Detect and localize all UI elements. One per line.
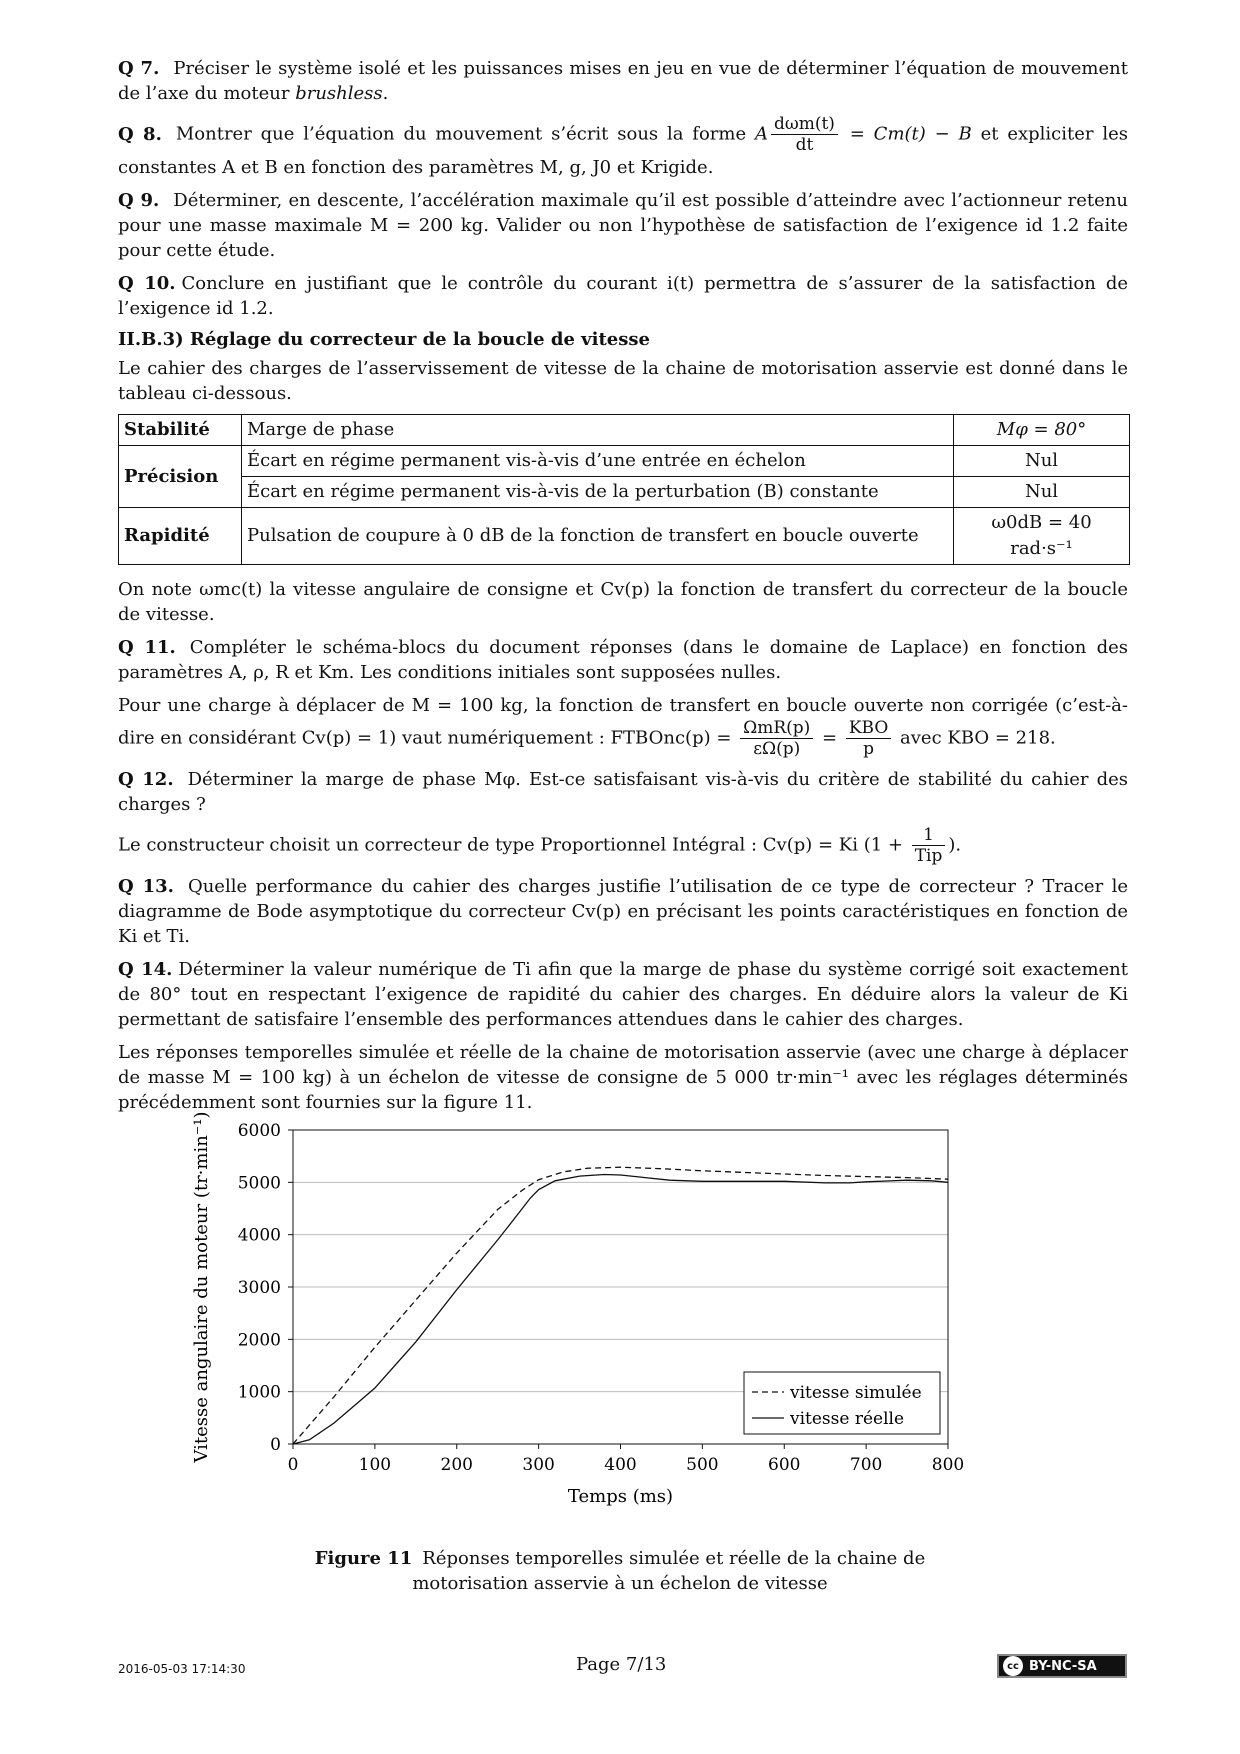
question-14: Q 14. Déterminer la valeur numérique de Ti afin que la marge de phase du système corrigé soit exactement de 80° tout en respectant l’exigence de rapidité du cahier des charges. En déduire alors la valeur de Ki permettant de satisfaire l’ensemble des performances attendues dans le cahier des charges. (118, 959, 1128, 1030)
x-tick-label: 400 (604, 1455, 637, 1475)
table-row: Précision Écart en régime permanent vis-à-vis d’une entrée en échelon Nul (119, 446, 1130, 477)
y-tick-label: 0 (270, 1435, 281, 1455)
x-tick-label: 100 (358, 1455, 392, 1475)
question-label: Q 10. (118, 273, 176, 294)
y-axis-label: Vitesse angulaire du moteur (tr·min⁻¹) (191, 1111, 212, 1463)
equation-fraction: $\frac{\text{dωm(t)}}{dt}$ (771, 114, 838, 155)
question-8: Q 8. Montrer que l’équation du mouvement s’écrit sous la forme A $\frac{\text{dωm(t)}}{dt}$ = Cm(t) − B et expliciter les constantes A et B en fonction des paramètres M, g, J0 et Krigide. (118, 114, 1128, 178)
cc-license-badge: cc BY-NC-SA (997, 1654, 1127, 1678)
y-tick-label: 4000 (237, 1225, 281, 1246)
question-9: Q 9. Déterminer, en descente, l’accélération maximale qu’il est possible d’atteindre avec l’actionneur retenu pour une masse maximale M = 200 kg. Valider ou non l’hypothèse de satisfaction de l’exigence id 1.2 faite pour cette étude. (118, 190, 1128, 261)
y-tick-label: 2000 (237, 1330, 281, 1351)
figure-caption: Figure 11 Réponses temporelles simulée et réelle de la chaine de motorisation asservie à un échelon de vitesse (314, 1548, 926, 1594)
table-row: Rapidité Pulsation de coupure à 0 dB de la fonction de transfert en boucle ouverte ω0dB = 40 rad·s⁻¹ (119, 508, 1130, 565)
legend-label: vitesse réelle (790, 1409, 905, 1429)
figure-11 (190, 1100, 1070, 1560)
question-13: Q 13. Quelle performance du cahier des charges justifie l’utilisation de ce type de correcteur ? Tracer le diagramme de Bode asymptotique du correcteur Cv(p) en précisant les points caractéristiques en fonction de Ki et Ti. (118, 876, 1128, 947)
question-12: Q 12. Déterminer la marge de phase Mφ. Est-ce satisfaisant vis-à-vis du critère de stabilité du cahier des charges ? (118, 769, 1128, 815)
question-label: Q 13. (118, 876, 174, 897)
pi-corrector-paragraph: Le constructeur choisit un correcteur de type Proportionnel Intégral : Cv(p) = Ki (1 + $\frac{1}{\text{Tip}}$ ). (118, 825, 962, 866)
x-tick-label: 0 (287, 1455, 299, 1475)
x-tick-label: 800 (931, 1455, 965, 1475)
x-tick-label: 600 (768, 1455, 801, 1475)
question-11: Q 11. Compléter le schéma-blocs du document réponses (dans le domaine de Laplace) en fonction des paramètres A, ρ, R et Km. Les conditions initiales sont supposées nulles. (118, 637, 1128, 683)
x-tick-label: 300 (522, 1455, 555, 1475)
y-tick-label: 6000 (237, 1121, 281, 1141)
page-body (118, 56, 1128, 1123)
question-label: Q 11. (118, 637, 176, 658)
x-axis-label: Temps (ms) (567, 1486, 674, 1507)
question-7: Q 7. Préciser le système isolé et les puissances mises en jeu en vue de déterminer l’équation de mouvement de l’axe du moteur brushless. (118, 58, 1128, 104)
y-tick-label: 1000 (237, 1382, 281, 1403)
legend-label: vitesse simulée (790, 1383, 922, 1403)
footer-date: 2016-05-03 17:14:30 (118, 1662, 246, 1676)
section-heading: II.B.3) Réglage du correcteur de la boucle de vitesse (118, 329, 650, 350)
figure-intro-paragraph: Les réponses temporelles simulée et réelle de la chaine de motorisation asservie (avec une charge à déplacer de masse M = 100 kg) à un échelon de vitesse de consigne de 5 000 tr·min⁻¹ avec les réglages déterminés précédemment sont fournies sur la figure 11. (118, 1042, 1128, 1113)
question-label: Q 7. (118, 58, 160, 79)
notation-paragraph: On note ωmc(t) la vitesse angulaire de consigne et Cv(p) la fonction de transfert du correcteur de la boucle de vitesse. (118, 579, 1128, 625)
question-label: Q 12. (118, 769, 174, 790)
question-label: Q 8. (118, 123, 162, 145)
ftbo-fraction: $\frac{\text{ΩmR(p)}}{\varepsilon\Omega(p)}$ (740, 718, 813, 759)
question-10: Q 10. Conclure en justifiant que le contrôle du courant i(t) permettra de s’assurer de la satisfaction de l’exigence id 1.2. (118, 273, 1129, 319)
x-tick-label: 200 (440, 1455, 473, 1475)
x-tick-label: 500 (686, 1455, 719, 1475)
x-tick-label: 700 (849, 1455, 883, 1475)
pi-fraction: $\frac{1}{\text{Tip}}$ (912, 825, 946, 866)
question-label: Q 9. (118, 190, 160, 211)
question-label: Q 14. (118, 959, 173, 980)
footer-page-number: Page 7/13 (576, 1654, 667, 1675)
creative-commons-icon: cc (1003, 1656, 1023, 1676)
kbo-fraction: $\frac{\text{KBO}}{p}$ (846, 718, 891, 759)
table-row: Stabilité Marge de phase Mφ = 80° (119, 415, 1130, 446)
chart-svg (190, 1100, 1070, 1560)
table-row: Écart en régime permanent vis-à-vis de la perturbation (B) constante Nul (119, 477, 1130, 508)
intro-paragraph: Le cahier des charges de l’asservissement de vitesse de la chaine de motorisation asservie est donné dans le tableau ci-dessous. (118, 358, 1128, 404)
specification-table (118, 414, 1130, 565)
y-tick-label: 5000 (237, 1173, 281, 1194)
y-tick-label: 3000 (237, 1278, 281, 1298)
ftbo-paragraph: Pour une charge à déplacer de M = 100 kg, la fonction de transfert en boucle ouverte non corrigée (c’est-à-dire en considérant Cv(p) = 1) vaut numériquement : FTBOnc(p) = $\frac{\text{ΩmR(p)}}{\varepsilon\Omega(p)}$ = $\frac{\text{KBO}}{p}$ avec KBO = 218. (118, 695, 1128, 759)
